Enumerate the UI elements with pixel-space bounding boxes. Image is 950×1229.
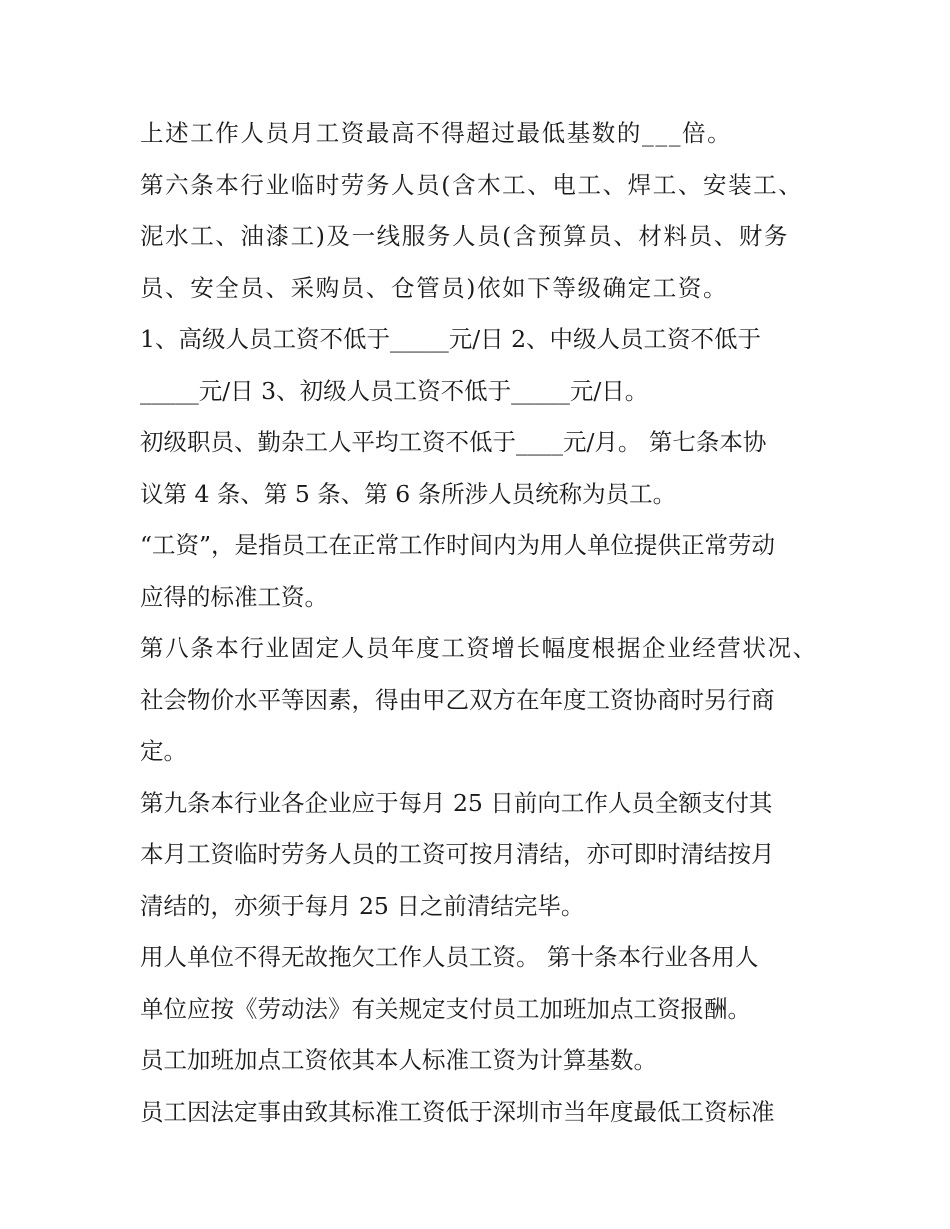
text-line-13: 定。 (140, 737, 187, 765)
text-line-9: “工资”，是指员工在正常工作时间内为用人单位提供正常劳动 (140, 531, 776, 559)
document-body (140, 108, 820, 1138)
text-line-6: _____元/日 3、初级人员工资不低于_____元/日。 (140, 376, 649, 405)
text-line-8: 议第 4 条、第 5 条、第 6 条所涉人员统称为员工。 (140, 479, 677, 508)
text-line-7: 初级职员、勤杂工人平均工资不低于____元/月。 第七条本协 (140, 428, 767, 456)
text-line-15: 本月工资临时劳务人员的工资可按月清结，亦可即时清结按月 (140, 840, 775, 868)
text-line-10: 应得的标准工资。 (140, 582, 328, 611)
text-line-4: 员、安全员、采购员、仓管员)依如下等级确定工资。 (140, 273, 729, 302)
text-line-14: 第九条本行业各企业应于每月 25 日前向工作人员全额支付其 (140, 788, 773, 817)
text-line-19: 员工加班加点工资依其本人标准工资为计算基数。 (140, 1046, 657, 1074)
text-line-17: 用人单位不得无故拖欠工作人员工资。 第十条本行业各用人 (140, 943, 759, 971)
text-line-2: 第六条本行业临时劳务人员(含木工、电工、焊工、安装工、 (140, 170, 804, 199)
text-line-18: 单位应按《劳动法》有关规定支付员工加班加点工资报酬。 (140, 994, 751, 1023)
text-line-5: 1、高级人员工资不低于_____元/日 2、中级人员工资不低于 (140, 325, 762, 353)
text-line-16: 清结的，亦须于每月 25 日之前清结完毕。 (140, 891, 585, 920)
text-line-11: 第八条本行业固定人员年度工资增长幅度根据企业经营状况、 (140, 634, 818, 662)
text-line-12: 社会物价水平等因素，得由甲乙双方在年度工资协商时另行商 (140, 685, 775, 714)
text-line-3: 泥水工、油漆工)及一线服务人员(含预算员、材料员、财务 (140, 222, 790, 250)
text-line-1: 上述工作人员月工资最高不得超过最低基数的___倍。 (140, 119, 733, 147)
text-line-20: 员工因法定事由致其标准工资低于深圳市当年度最低工资标准 (140, 1097, 775, 1126)
